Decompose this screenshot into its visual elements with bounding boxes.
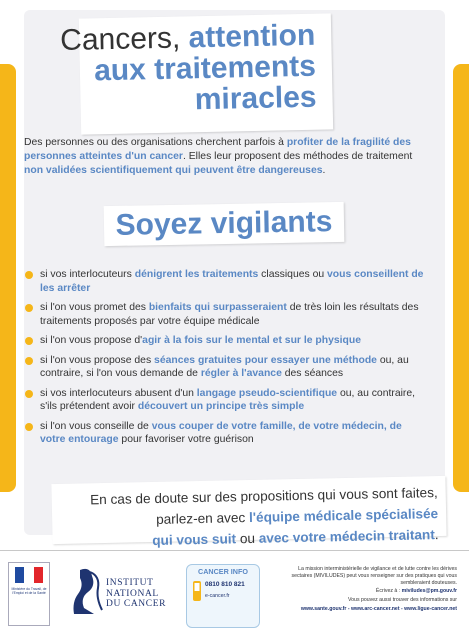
cancer-info-badge: CANCER INFO 0810 810 821 e-cancer.fr (186, 564, 260, 628)
bullet-dot-icon (25, 390, 33, 398)
miviludes-info: La mission interministérielle de vigilance et de lutte contre les dérives sectaires (MIVILUDES) peut vous renseigner sur des pratiques qui vous sembleraient douteuses. Écrivez à : miviludes@pm.gouv.fr Vous pouvez aussi trouver des informations sur www.sante.gouv.fr - www.arc-cancer.net - www.ligue-cancer.net (279, 566, 457, 615)
warning-list (24, 268, 424, 453)
intro-paragraph: Des personnes ou des organisations cherchent parfois à profiter de la fragilité des personnes atteintes d'un cancer. Elles leur proposent des méthodes de traitement non validées scientifiquement qui peuvent être dangereuses. (24, 137, 413, 176)
closing-advice-box (51, 476, 446, 549)
bullet-dot-icon (25, 337, 33, 345)
bullet-dot-icon (25, 423, 33, 431)
list-item: si l'on vous propose des séances gratuites pour essayer une méthode ou, au contraire, si l'on vous demande de régler à l'avance des séances (24, 354, 424, 381)
list-item: si l'on vous promet des bienfaits qui surpasseraient de très loin les résultats des traitements proposés par votre équipe médicale (24, 301, 424, 328)
inca-logo-icon (70, 566, 104, 616)
poster-panel (24, 10, 445, 549)
title-box (59, 13, 333, 134)
list-item: si vos interlocuteurs dénigrent les traitements classiques ou vous conseillent de les arrêter (24, 268, 424, 295)
bullet-dot-icon (25, 271, 33, 279)
closing-advice: En cas de doute sur des propositions qui vous sont faites, parlez-en avec l'équipe médicale spécialisée qui vous suit ou avec votre médecin traitant. (89, 485, 439, 549)
list-item: si vos interlocuteurs abusent d'un langage pseudo-scientifique ou, au contraire, s'ils prétendent avoir découvert un principe très simple (24, 387, 424, 414)
websites-links[interactable]: www.sante.gouv.fr - www.arc-cancer.net - www.ligue-cancer.net (300, 605, 457, 612)
list-item: si l'on vous propose d'agir à la fois sur le mental et sur le physique (24, 334, 424, 348)
right-yellow-bar (453, 64, 469, 492)
vigilance-heading: Soyez vigilants (115, 205, 333, 242)
ministry-logo: Ministère du Travail, de l'Emploi et de la Santé (8, 562, 50, 626)
french-flag-icon (15, 567, 43, 583)
phone-icon (192, 580, 202, 602)
footer-divider (0, 550, 469, 551)
bullet-dot-icon (25, 304, 33, 312)
footer (0, 552, 469, 630)
left-yellow-bar (0, 64, 16, 492)
inca-name: INSTITUT NATIONAL DU CANCER (106, 578, 167, 609)
list-item: si l'on vous conseille de vous couper de votre famille, de votre médecin, de votre entourage pour favoriser votre guérison (24, 420, 424, 447)
vigilance-heading-box (104, 202, 345, 246)
contact-email-link[interactable]: miviludes@pm.gouv.fr (401, 588, 457, 595)
poster-title: Cancers, attention aux traitements miracles (59, 18, 317, 117)
bullet-dot-icon (25, 357, 33, 365)
